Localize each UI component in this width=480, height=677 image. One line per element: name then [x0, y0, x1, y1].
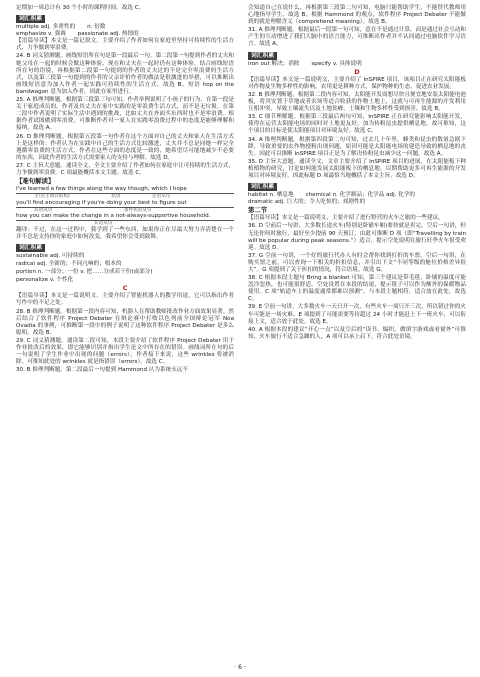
vocab-item: dramatic adj. 巨大的；令人吃惊的；戏剧性的 — [248, 199, 366, 206]
vocab-item: chemical n. 化学制品；化学品 adj. 化学的 — [305, 192, 415, 199]
answer-33: 33. C 细节理解题。根据第三段最后两句可知，InSPIRE 正在研究能影响太阳能开发，使得在运营太阳能电场的同时对土地更友好，加为传粉昆虫提供栖息地。故可推知，这个项目的目标是使太阳能项目对环境友好。故选 C。 — [248, 114, 466, 135]
answer-39: 39. E 空前一句讲，大多数火车一天只开一次，有些火车一周只开三次，所以错过你的火车可能是一场灾难。E 项提到了可能需要等待超过 24 小时才能赶上下一班火车，可以衔接上文，适合放于此处。故选 E。 — [248, 304, 466, 325]
annotation: 状语 — [111, 194, 121, 200]
vocab-header: 词汇积累 — [248, 52, 277, 60]
vocab-item: radical adj. 全新的；不同凡响的；根本的 — [16, 260, 122, 267]
answer-40: 40. A 根据本段的建议“开心一点”以及空后的“读书、编织、做填字游戏或看窗外”可推知，火车旅行不适合急躁的人，A 项可以承上启下，符合此处语境。 — [248, 326, 466, 340]
vocab-header: 词汇积累 — [16, 15, 45, 23]
sentence-line-1: I've learned a few things along the way though, which I hope — [16, 186, 234, 194]
vocab-item: n. 倍数 — [87, 24, 106, 31]
answer-25: 25. A 推理判断题。根据第三段第三句可知，作者举例说明了小孩子的行为，在第一段是关于家庭成员的，作者及其丈夫在家中实践的是零浪费生活方式，而不是无垃圾。在第二段中作者说明了实际生活中遇到的挑战，比如丈夫在外面买东西时也不是零浪费。根据作者试图做到零浪费，可推断作者对一家人在实践零浪费过程中的态度是能够理解和接纳。故选 A。 — [16, 97, 234, 132]
left-column — [16, 5, 234, 375]
annotation: 宾语从句 — [94, 221, 113, 227]
page-number: · 6 · — [234, 663, 246, 671]
passage-guide-d: 【语篇导读】本文是一篇说明文，主要介绍了 InSPIRE 项目，该项目正在研究太阳能板对作物及生物多样性的影响，农用更是耕种方式，保护物种的生态，促进农业发展。 — [248, 76, 466, 90]
annotation: 定语从句 — [151, 194, 171, 200]
sentence-line-3: how you can make the change in a not-always-supportive household. — [16, 213, 234, 221]
vocab-list-3 — [248, 61, 466, 68]
answer-31: 31. A 推理判断题。根据最后一段第一句可知，意在不是通过计算，而是通过社会互动和产生的互动增进了我们大脑中的语言能力，可推断出作者并不认同通过电脑软件学习语言。故选 A。 — [248, 27, 466, 48]
translation: 翻译：不过，在这一过程中，我学到了一些东西，如果你正在尽最大努力弄清楚在一个并不总是支持你的家庭中如何改变，我希望你会受到鼓舞。 — [16, 226, 234, 240]
answer-26: 26. D 推理判断题。根据第五段第一句作者在这个方面对自己的丈夫和家人在生活方式上是这样的：作者认为在实践中自己的生活方式比较激进，丈夫并不总是同她一样完全遵循零浪费的生活方式，作者在这些方面的态度是一致的，她希望尽可能地减少不必要的东西，因此作者的生活方式需要家人的支持与理解。故选 D。 — [16, 133, 234, 161]
answer-38: 38. C 根据本段主题句 Bring a blanket 可知，第三个建议是带毛毯，卧铺的温度可能忽冷忽热，也可能很舒适。空处设置在本段的结尾，提示毯子可以作为额外的保暖物品使用。C 项“轨道车上的温度通常都难以预测”，与本段主题相符，适合放在此处。故选 C。 — [248, 275, 466, 303]
answer-37: 37. G 空前一句讲，一个好的旅行代办人有时会帮你找到打折的车票，空后一句讲，在购买票之前，可以查询一下相关的折扣信息，并引出下文“不同等级的舱位价格差异很大”。G 项提到了关于折扣的情况，符合语境。故选 G。 — [248, 252, 466, 273]
vocab-item: emphasize v. 强调 — [16, 31, 66, 38]
vocab-item: passionate adj. 热情的 — [77, 31, 139, 38]
answer-34: 34. A 推理判断题。根据第四段第二句可知，过去几十年里，蜂类和昆虫的数量急剧下降，导致重要的农作物授粉出现问题，原因可能是太阳能电场的建造导致的栖息地的丧失。因此可以推断 InSPIRE 项目正是为了解决传粉昆虫减少这一问题。故选 A。 — [248, 136, 466, 157]
vocab-item: portion n. 一部分；一份 v. 把……分成若干份(或部分) — [16, 269, 153, 276]
vocab-header: 词汇积累 — [16, 244, 45, 252]
answer-35: 35. D 主旨大意题。通读全文，文章主要介绍了 InSPIRE 项目的进展，在太阳能板下种植植物的研究，讨论如何能发展太阳能板下的栖息地，以期帮助更多可再生能源的开发项目对环境友好，因此标题 D 项最恰当地概括了本文主旨。故选 D。 — [248, 158, 466, 179]
vocab-item: personalize v. 个性化 — [16, 277, 74, 284]
vocab-item: habitat n. 栖息地 — [248, 192, 294, 199]
difficult-sentence-header: 【难句解读】 — [16, 177, 55, 186]
answer-30-continued: 会知道自己在说什么，再根据第三段第二句可知，电脑只能帮助学生，不能替代教师用心地指导学生。故选 B。根据 Hammond 的观点，软件程序 Project Debater 不能做到的就是理解含义（comprehend meaning）。故选 B。 — [248, 5, 466, 26]
answer-32: 32. B 推理判断题。根据第二段内容可知，太阳能开发商想尽快且便宜地安装太阳能电池板，将其安置于草地或者农场等适合收获的作物土地上，这就与可再生能源的开发利用互相冲突，导致土壤流失以及土地贫瘠，土壤和生物多样性受到损害。故选 B。 — [248, 91, 466, 113]
vocab-item: iron out 解决；消除 — [248, 60, 300, 67]
passage-guide-section-2: 【语篇导读】本文是一篇说明文，主要介绍了进行野营的火车之旅的一些建议。 — [248, 215, 444, 222]
answer-36: 36. D 空前后一句讲，大多数长途火车(特别是卧铺车厢)要快就是卖完，空后一句讲，但无论你何时旅行，最好至少提前 90 天预订，由此可推断 D 项（即“Travelling by train will be popular during peak seasons.”）适合，提示空处说明在旅行旺季火车很受欢迎。故选 D。 — [248, 223, 466, 251]
sentence-line-2: you'll find encouraging if you're doing your best to figure out — [16, 200, 234, 208]
answer-27: 27. C 主旨大意题。通读全文，全文主要介绍了作者如何在家庭中让可持续的生活方式，力争做到零浪费。C 项最能概括本文主题。故选 C。 — [16, 162, 234, 176]
right-column — [248, 5, 466, 375]
annotation: 主句(主谓宾结构) — [34, 194, 70, 200]
section-two-title: 第二节 — [248, 206, 268, 215]
vocab-item: sustainable adj. 可持续的 — [16, 252, 85, 259]
answer-24: 24. B 词义猜测题。画线短语所在句是第一段最后一句。第二段第一句提到作者的丈夫和她父母在一起的时候会做这种体验，现在和丈夫在一起时仍有这种体验，结合画线短语所在句的语境，再根据第二段第一句提到的作者的丈夫过的不是完全零浪费的生活方式，以及第三段第一句提到的作者的父亲评价作者的做法是很激进的举措，可以推断出画线短语意为加入作者一起实践可持续性的生活方式。故选 B。短语 hop on the bandwagon 意为加入作者，因此在家里进行。 — [16, 53, 234, 95]
answer-30-start: 30. B 推理判断题。第二段最后一句提到 Hammond 认为系统永远不 — [16, 367, 188, 374]
vocab-item: multiple adj. 多重性的 — [16, 24, 76, 31]
passage-guide-c: 【语篇导读】本文是一篇说明文，主要介绍了智能机器人的教学用途，它可以指出作者写作中的不足之处。 — [16, 293, 234, 307]
two-columns — [16, 5, 466, 375]
annotation: 宾语从句 — [34, 207, 53, 213]
annotation: 条件状语从句 — [123, 207, 152, 213]
intro-paragraph: 定期加一周总计有 30 个小时的课程时间。故选 C。 — [16, 5, 145, 11]
passage-letter-d: D — [354, 67, 360, 76]
vocab-item: specify v. 具体说明 — [311, 60, 362, 67]
answer-28: 28. B 推理判断题。根据第一段内容可知，机器人在帮助教师批改作业方面效果显著。然后结合了软件程序 Project Debater 在辩论赛中打败以色列前全国辩论冠军 Noa Ovadia 的事例，可推断第一段中的例子说明了这种软件程序 Project Debater 是多么聪明。故选 B。 — [16, 308, 234, 336]
passage-letter-c: C — [122, 284, 128, 293]
passage-guide-b: 【语篇导读】本文是一篇记叙文。主要介绍了作者如何在家庭里坚持可持续性的生活方式，力争做到零浪费。 — [16, 38, 234, 52]
vocab-header: 词汇积累 — [248, 183, 277, 191]
answer-29: 29. C 词义猜测题。通读第二段可知，本段主要介绍了软件程序 Project Debater 用于作业批改后的效果，即它能够识别并指出学生论文中所存在的错误。画线词所在句的后一句说明了学生作业中出现的问题（errors），作者接下来说，这些 wrinkles 将被消除。可推知此处的 wrinkles 就是指错误（errors）。故选 C。 — [16, 337, 234, 366]
